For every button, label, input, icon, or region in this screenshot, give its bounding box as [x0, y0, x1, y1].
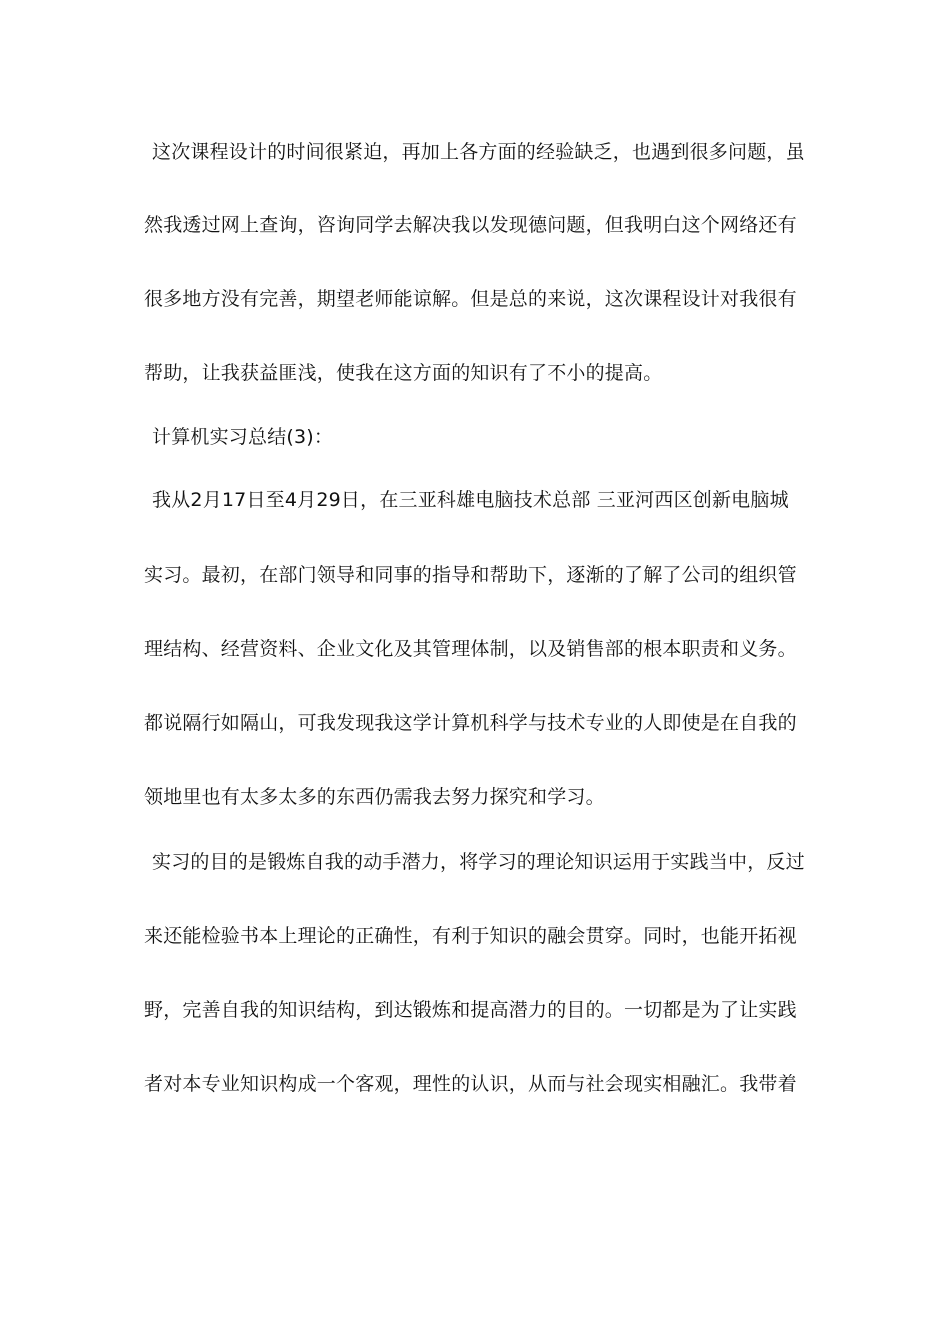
section-heading: 计算机实习总结(3)： [152, 426, 334, 448]
paragraph-2-line-3: 理结构、经营资料、企业文化及其管理体制，以及销售部的根本职责和义务。 [144, 638, 797, 660]
paragraph-1-line-3: 很多地方没有完善，期望老师能谅解。但是总的来说，这次课程设计对我很有 [144, 288, 797, 310]
paragraph-3-line-1: 实习的目的是锻炼自我的动手潜力，将学习的理论知识运用于实践当中，反过 [152, 851, 805, 873]
paragraph-3-line-3: 野，完善自我的知识结构，到达锻炼和提高潜力的目的。一切都是为了让实践 [144, 999, 797, 1021]
paragraph-2-line-5: 领地里也有太多太多的东西仍需我去努力探究和学习。 [144, 786, 605, 808]
paragraph-3-line-4: 者对本专业知识构成一个客观，理性的认识，从而与社会现实相融汇。我带着 [144, 1073, 797, 1095]
paragraph-1-line-1: 这次课程设计的时间很紧迫，再加上各方面的经验缺乏，也遇到很多问题，虽 [152, 141, 805, 163]
paragraph-2-line-2: 实习。最初，在部门领导和同事的指导和帮助下，逐渐的了解了公司的组织管 [144, 564, 797, 586]
paragraph-2-line-1: 我从2月17日至4月29日，在三亚科雄电脑技术总部 三亚河西区创新电脑城 [152, 489, 789, 511]
paragraph-3-line-2: 来还能检验书本上理论的正确性，有利于知识的融会贯穿。同时，也能开拓视 [144, 925, 797, 947]
paragraph-2-line-4: 都说隔行如隔山，可我发现我这学计算机科学与技术专业的人即使是在自我的 [144, 712, 797, 734]
paragraph-1-line-4: 帮助，让我获益匪浅，使我在这方面的知识有了不小的提高。 [144, 362, 663, 384]
paragraph-1-line-2: 然我透过网上查询，咨询同学去解决我以发现德问题，但我明白这个网络还有 [144, 214, 797, 236]
